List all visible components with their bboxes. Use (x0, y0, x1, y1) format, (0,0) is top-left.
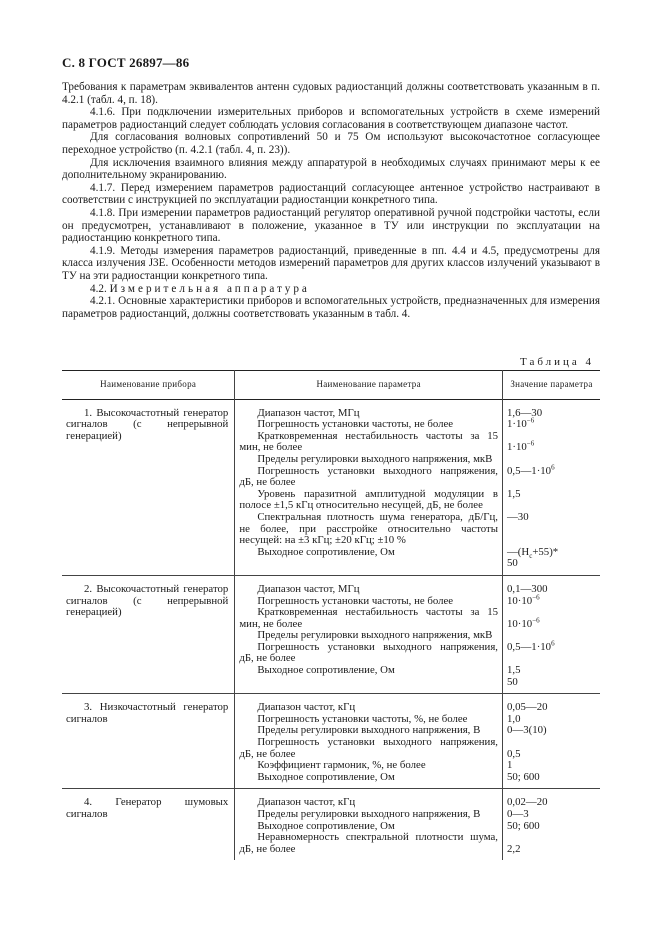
value-cell (503, 575, 601, 693)
value-item: 0,05—20 (507, 701, 548, 714)
device-cell (62, 575, 235, 693)
value-item: 1 (507, 759, 513, 772)
table-row (62, 694, 600, 789)
param-item: Диапазон частот, кГц (257, 701, 356, 714)
value-item: 2,2 (507, 842, 521, 855)
value-item: 50; 600 (507, 770, 540, 783)
page-header: С. 8 ГОСТ 26897—86 (62, 55, 190, 70)
value-exponent: −6 (532, 592, 540, 601)
param-cell (235, 694, 503, 789)
table-row (62, 575, 600, 693)
value-subscript: c (529, 551, 533, 560)
value-item (507, 462, 596, 478)
param-item: Пределы регулировки выходного напряжения, мкВ (257, 452, 493, 465)
paragraph: Для исключения взаимного влияния между аппаратурой в необходимых случаях принимают меры к ее дополнительному экранированию. (62, 156, 600, 182)
value-item (507, 592, 596, 608)
value-item: 0,1—300 (507, 582, 548, 595)
paragraph-4-2-1: 4.2.1. Основные характеристики приборов и вспомогательных устройств, предназначенных для измерения параметров радиостанций, должны соответствовать указанным в табл. 4. (62, 295, 600, 320)
device-cell (62, 789, 235, 860)
paragraph-4-1-9: 4.1.9. Методы измерения параметров радиостанций, приведенные в пп. 4.4 и 4.5, предусмотрены для класса излучения J3E. Особенности методов измерений параметров для других классов излучений указывают в ТУ на эти радиостанции конкретного типа. (62, 244, 600, 282)
param-item: Пределы регулировки выходного напряжения, мкВ (257, 629, 493, 642)
table-row (62, 789, 600, 860)
value-item: 1,5 (507, 664, 521, 677)
value-item (507, 439, 596, 454)
value-item: 50 (507, 557, 518, 570)
value-item: 50; 600 (507, 819, 540, 832)
param-item: Погрешность установки частоты, не более (257, 594, 454, 607)
param-item: Погрешность установки частоты, не более (257, 418, 454, 431)
param-item: Диапазон частот, МГц (257, 582, 360, 595)
value-pre: —(H (507, 545, 530, 558)
param-item: Диапазон частот, кГц (257, 796, 356, 809)
device-cell (62, 694, 235, 789)
paragraph: Для согласования волновых сопротивлений 50 и 75 Ом используют высокочастотное согласующее переходное устройство (п. 4.2.1 (табл. 4, п. 23)). (62, 131, 600, 156)
table-row (62, 399, 600, 575)
parameters-table (62, 370, 600, 860)
param-cell (235, 575, 503, 693)
value-item: 1,5 (507, 487, 521, 500)
section-title: Измерительная аппаратура (109, 282, 310, 295)
section-heading-4-2 (62, 283, 600, 296)
param-item: Выходное сопротивление, Ом (257, 664, 395, 677)
param-item: Неравномерность спектральной плотности шума, дБ, не более (239, 831, 498, 855)
value-base: 1·10 (507, 418, 527, 431)
param-item: Спектральная плотность шума генератора, дБ/Гц, не более, при расстройке относительно частоты несущей: на ±3 кГц; ±20 кГц; ±10 % (239, 510, 498, 547)
param-item: Погрешность установки выходного напряжения, дБ, не более (239, 736, 498, 760)
value-post: +55)* (532, 545, 559, 558)
paragraph-4-1-6: 4.1.6. При подключении измерительных приборов и вспомогательных устройств в схеме измерений параметров радиостанций следует соблюдать условия согласования в соответствующем диапазоне частот. (62, 106, 600, 131)
value-item (507, 616, 596, 631)
value-item: 1,0 (507, 712, 521, 725)
value-base: 10·10 (507, 594, 533, 607)
value-spacer (507, 737, 596, 749)
value-exponent: −6 (532, 616, 540, 625)
param-item: Выходное сопротивление, Ом (257, 770, 395, 783)
value-base: 10·10 (507, 617, 533, 630)
value-item: 1,6—30 (507, 406, 543, 419)
param-item: Диапазон частот, МГц (257, 406, 360, 419)
param-item: Кратковременная нестабильность частоты за 15 мин, не более (239, 606, 498, 630)
value-cell (503, 399, 601, 575)
paragraph-4-1-7: 4.1.7. Перед измерением параметров радиостанций согласующее антенное устройство настраивают в соответствии с инструкцией по эксплуатации радиостанции конкретного типа. (62, 181, 600, 207)
device-cell (62, 399, 235, 575)
param-item: Коэффициент гармоник, %, не более (257, 759, 426, 772)
device-name: 2. Высокочастотный генератор сигналов (с непрерывной генерацией) (66, 582, 229, 619)
value-item: 0—3 (507, 808, 529, 820)
value-item: 0—3(10) (507, 724, 547, 737)
value-base: 0,5—1·10 (507, 464, 552, 477)
value-base: 0,5—1·10 (507, 640, 552, 653)
param-item: Пределы регулировки выходного напряжения, В (257, 808, 481, 820)
param-item: Погрешность установки выходного напряжения, дБ, не более (239, 464, 498, 489)
value-item (507, 639, 596, 654)
param-cell (235, 789, 503, 860)
value-item (507, 416, 596, 431)
param-item: Пределы регулировки выходного напряжения, В (257, 724, 481, 737)
device-name: 3. Низкочастотный генератор сигналов (66, 701, 229, 725)
param-item: Кратковременная нестабильность частоты за 15 мин, не более (239, 429, 498, 454)
param-item: Выходное сопротивление, Ом (257, 545, 395, 558)
device-name: 1. Высокочастотный генератор сигналов (с непрерывной генерацией) (66, 406, 229, 442)
value-spacer (507, 524, 596, 536)
section-number: 4.2. (90, 282, 107, 295)
value-item: 50 (507, 675, 518, 688)
param-item: Выходное сопротивление, Ом (257, 819, 395, 832)
paragraph: Требования к параметрам эквивалентов антенн судовых радиостанций должны соответствовать указанным в п. 4.2.1 (табл. 4, п. 18). (62, 81, 600, 106)
value-base: 1·10 (507, 441, 527, 454)
header-value: Значение параметра (510, 379, 593, 389)
value-item: 0,02—20 (507, 796, 548, 809)
param-item: Погрешность установки выходного напряжения, дБ, не более (239, 640, 498, 665)
value-spacer (507, 477, 596, 489)
header-device: Наименование прибора (62, 371, 235, 400)
table-header-row (62, 371, 600, 400)
paragraph-4-1-8: 4.1.8. При измерении параметров радиостанций регулятор оперативной ручной подстройки частоты, если он предусмотрен, устанавливают в положение, указанное в ТУ или инструкции по эксплуатации на радиостанцию конкретного типа. (62, 206, 600, 245)
value-exponent: 6 (551, 462, 555, 471)
value-exponent: −6 (526, 416, 535, 425)
table-caption: Таблица 4 (520, 356, 595, 368)
header-param: Наименование параметра (235, 371, 503, 400)
device-name: 4. Генератор шумовых сигналов (66, 796, 229, 820)
value-item: 0,5 (507, 747, 521, 760)
value-exponent: 6 (551, 639, 555, 648)
value-item: —30 (507, 510, 529, 523)
param-cell (235, 399, 503, 575)
value-cell (503, 789, 601, 860)
param-item: Уровень паразитной амплитудной модуляции в полосе ±1,5 кГц относительно несущей, дБ, не более (239, 487, 498, 512)
value-cell (503, 694, 601, 789)
body-text (62, 81, 600, 320)
value-item (507, 547, 596, 559)
param-item: Погрешность установки частоты, %, не более (257, 712, 468, 725)
value-exponent: −6 (526, 439, 535, 448)
